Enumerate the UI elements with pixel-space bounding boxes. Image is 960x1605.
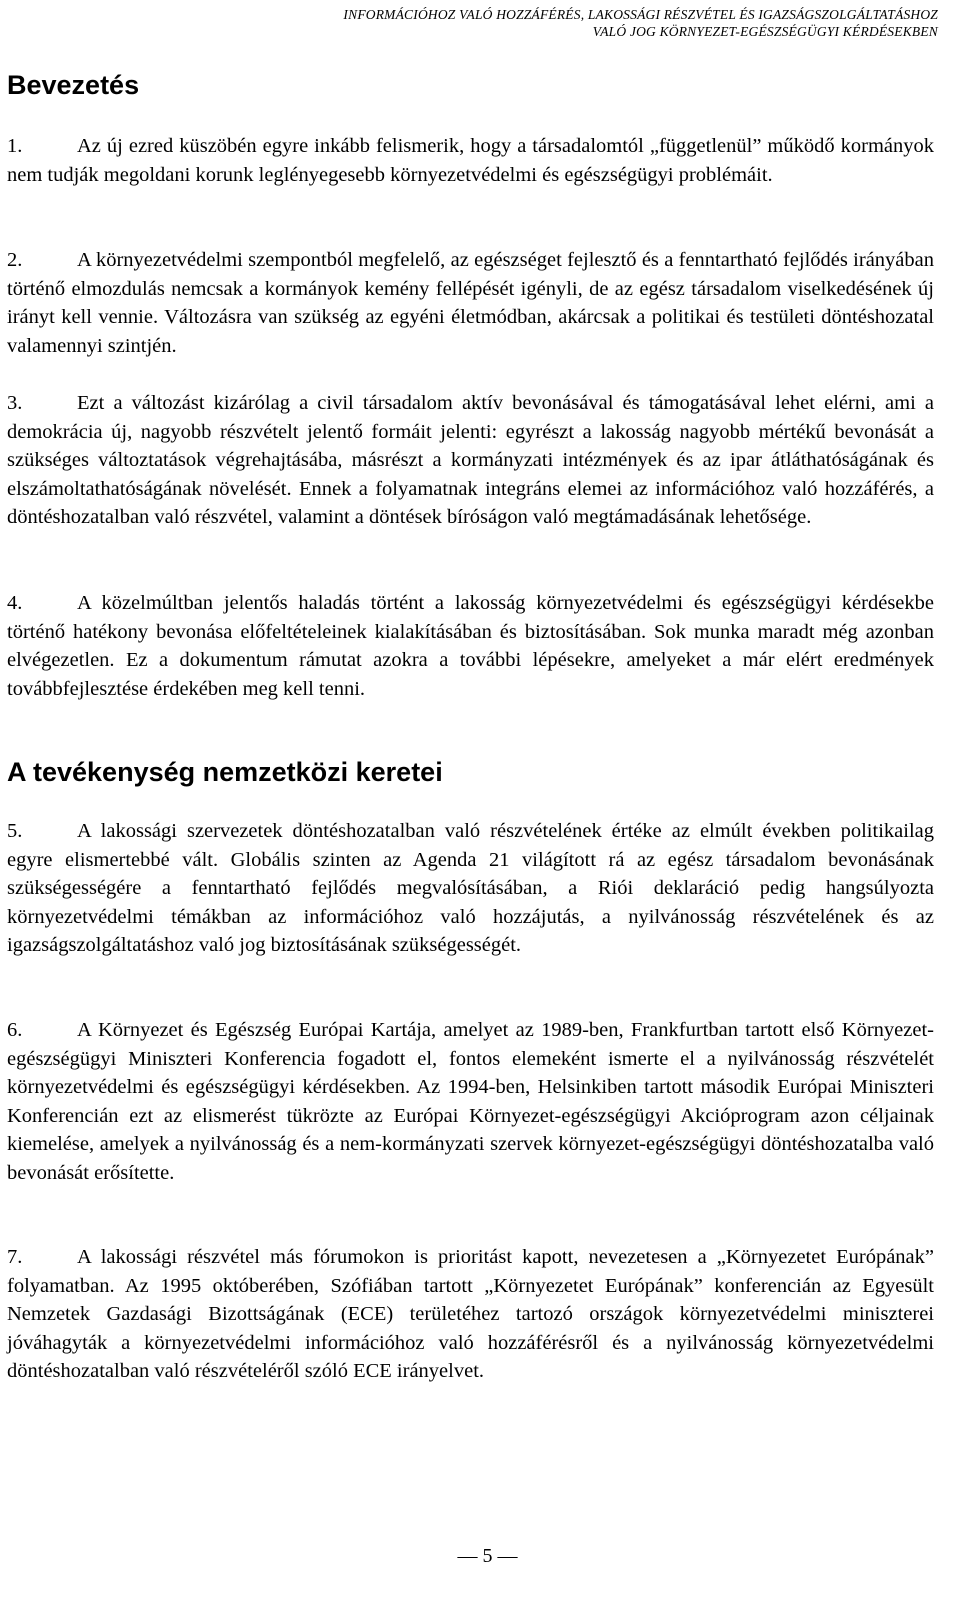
paragraph-text: A Környezet és Egészség Európai Kartája, amelyet az 1989-ben, Frankfurtban tartott első Környezet-egészségügyi Miniszteri Konferencia fogadott el, fontos elemeként ismerte el a nyilvánosság részvételét környezetvédelmi és egészségügyi kérdésekben. Az 1994-ben, Helsinkiben tartott második Európai Miniszteri Konferencián ezt az elismerést tükrözte az Európai Környezet-egészségügyi Akcióprogram azon céljainak kiemelése, amelyek a nyilvánosság és a nem-kormányzati szervek környezet-egészségügyi döntéshozatalba való bevonását erősítette. (7, 1019, 934, 1184)
section-heading-introduction: Bevezetés (7, 70, 140, 100)
paragraph-number: 6. (7, 1019, 23, 1041)
paragraph-7 (7, 1243, 934, 1386)
paragraph-text: A közelmúltban jelentős haladás történt a lakosság környezetvédelmi és egészségügyi kérdésekbe történő hatékony bevonása előfeltételeinek kialakításában és biztosításában. Sok munka maradt még azonban elvégezetlen. Ez a dokumentum rámutat azokra a további lépésekre, amelyeket a már elért eredmények továbbfejlesztése érdekében meg kell tenni. (7, 592, 934, 700)
paragraph-text: A környezetvédelmi szempontból megfelelő, az egészséget fejlesztő és a fenntartható fejlődés irányában történő elmozdulás nemcsak a kormányok kemény fellépését igényli, de az egész társadalom viselkedésének új irányt kell vennie. Változásra van szükség az egyéni életmódban, akárcsak a politikai és testületi döntéshozatal valamennyi szintjén. (7, 249, 934, 357)
paragraph-text: A lakossági szervezetek döntéshozatalban való részvételének értéke az elmúlt években politikailag egyre elismertebbé vált. Globális szinten az Agenda 21 világított rá az egész társadalom bevonásának szükségességére a fenntartható fejlődés megvalósításában, a Riói deklaráció pedig hangsúlyozta környezetvédelmi témákban az információhoz való hozzájutás, a nyilvánosság részvételének és az igazságszolgáltatáshoz való jog biztosításának szükségességét. (7, 820, 934, 956)
paragraph-2 (7, 246, 934, 360)
paragraph-number: 3. (7, 392, 23, 414)
paragraph-text: A lakossági részvétel más fórumokon is prioritást kapott, nevezetesen a „Környezetet Európának” folyamatban. Az 1995 októberében, Szófiában tartott „Környezetet Európának” konferencián az Egyesült Nemzetek Gazdasági Bizottságának (ECE) területéhez tartozó országok környezetvédelmi miniszterei jóváhagyták a környezetvédelmi információhoz való hozzáférésről és a nyilvánosság környezetvédelmi döntéshozatalban való részvételéről szóló ECE irányelvet. (7, 1246, 934, 1382)
paragraph-text: Ezt a változást kizárólag a civil társadalom aktív bevonásával és támogatásával lehet elérni, ami a demokrácia új, nagyobb részvételt jelentő formáit jelenti: egyrészt a lakosság nagyobb mértékű bevonását a szükséges változtatások végrehajtásába, másrészt a kormányzati intézmények és az ipar átláthatóságának és elszámoltathatóságának növelését. Ennek a folyamatnak integráns elemei az információhoz való hozzáférés, a döntéshozatalban való részvétel, valamint a döntések bíróságon való megtámadásának lehetősége. (7, 392, 934, 528)
page-number (0, 1545, 940, 1568)
running-header-line-1: INFORMÁCIÓHOZ VALÓ HOZZÁFÉRÉS, LAKOSSÁGI RÉSZVÉTEL ÉS IGAZSÁGSZOLGÁLTATÁSHOZ (343, 7, 938, 22)
paragraph-1 (7, 132, 934, 189)
paragraph-text: Az új ezred küszöbén egyre inkább felismerik, hogy a társadalomtól „függetlenül” működő kormányok nem tudják megoldani korunk leglényegesebb környezetvédelmi és egészségügyi problémáit. (7, 135, 934, 186)
running-header-line-2: VALÓ JOG KÖRNYEZET-EGÉSZSÉGÜGYI KÉRDÉSEKBEN (592, 24, 938, 39)
page-number-label: — 5 — (457, 1545, 518, 1567)
running-header (343, 6, 938, 40)
paragraph-number: 5. (7, 820, 23, 842)
paragraph-3 (7, 389, 934, 532)
paragraph-6 (7, 1016, 934, 1187)
paragraph-number: 1. (7, 135, 23, 157)
section-heading-international-framework: A tevékenység nemzetközi keretei (7, 757, 443, 787)
paragraph-number: 2. (7, 249, 23, 271)
paragraph-number: 7. (7, 1246, 23, 1268)
paragraph-number: 4. (7, 592, 23, 614)
paragraph-5 (7, 817, 934, 960)
paragraph-4 (7, 589, 934, 703)
